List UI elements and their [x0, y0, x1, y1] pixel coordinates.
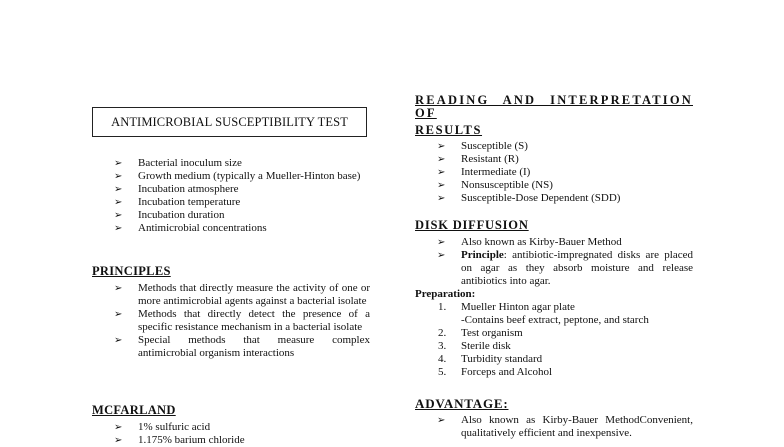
list-item: ➢ Susceptible-Dose Dependent (SDD)	[437, 192, 621, 204]
list-item: ➢ Principle: antibiotic-impregnated disks are placed on agar as they absorb moisture and release antibiotics into agar.	[437, 249, 693, 287]
list-item: ➢ Also known as Kirby-Bauer Method	[437, 236, 622, 248]
list-item: 3. Sterile disk	[438, 340, 511, 352]
arrowhead-bullet-icon: ➢	[114, 283, 123, 294]
factors-list	[92, 157, 370, 235]
arrowhead-bullet-icon: ➢	[114, 184, 123, 195]
list-item: ➢ Incubation temperature	[114, 196, 241, 208]
arrowhead-bullet-icon: ➢	[114, 422, 123, 433]
list-item: ➢ Nonsusceptible (NS)	[437, 179, 553, 191]
arrowhead-bullet-icon: ➢	[114, 171, 123, 182]
principles-list	[92, 282, 370, 360]
preparation-label: Preparation:	[415, 288, 476, 300]
list-item: ➢ Intermediate (I)	[437, 166, 531, 178]
list-item: ➢ Growth medium (typically a Mueller-Hinton base)	[114, 170, 361, 182]
advantage-heading: ADVANTAGE:	[415, 396, 509, 411]
arrowhead-bullet-icon: ➢	[114, 335, 123, 346]
disk-diffusion-heading: DISK DIFFUSION	[415, 218, 529, 232]
list-item: ➢ Methods that directly measure the activity of one or more antimicrobial agents against a bacterial isolate	[114, 282, 370, 307]
list-item: ➢ Incubation atmosphere	[114, 183, 239, 195]
list-item: 2. Test organism	[438, 327, 523, 339]
mcfarland-list	[92, 421, 370, 447]
advantage-section	[415, 397, 693, 440]
principle-label: Principle	[461, 249, 504, 261]
list-item: ➢ Antimicrobial concentrations	[114, 222, 267, 234]
disk-diffusion-section	[415, 219, 693, 379]
arrowhead-bullet-icon: ➢	[114, 223, 123, 234]
results-list	[415, 140, 693, 205]
arrowhead-bullet-icon: ➢	[437, 154, 446, 165]
arrowhead-bullet-icon: ➢	[437, 167, 446, 178]
arrowhead-bullet-icon: ➢	[114, 158, 123, 169]
arrowhead-bullet-icon: ➢	[437, 237, 446, 248]
principles-heading: PRINCIPLES	[92, 264, 171, 278]
list-item: 1. Mueller Hinton agar plate	[438, 301, 575, 313]
list-item: ➢ 1% sulfuric acid	[114, 421, 211, 433]
arrowhead-bullet-icon: ➢	[437, 193, 446, 204]
list-item: ➢ 1.175% barium chloride	[114, 434, 245, 446]
reading-heading-line2: RESULTS	[415, 123, 483, 137]
arrowhead-bullet-icon: ➢	[114, 309, 123, 320]
factors-list-container	[92, 157, 370, 235]
arrowhead-bullet-icon: ➢	[114, 210, 123, 221]
title-box	[92, 107, 367, 137]
reading-heading: READING AND INTERPRETATION OF	[415, 93, 693, 120]
list-item: ➢ Incubation duration	[114, 209, 225, 221]
arrowhead-bullet-icon: ➢	[114, 197, 123, 208]
arrowhead-bullet-icon: ➢	[437, 180, 446, 191]
list-item: ➢ Resistant (R)	[437, 153, 519, 165]
arrowhead-bullet-icon: ➢	[437, 415, 446, 426]
advantage-list	[415, 414, 693, 440]
document-title: ANTIMICROBIAL SUSCEPTIBILITY TEST	[111, 114, 348, 129]
list-item: 5. Forceps and Alcohol	[438, 366, 553, 378]
list-item: ➢ Methods that directly detect the presence of a specific resistance mechanism in a bacterial isolate	[114, 308, 370, 333]
reading-section	[415, 94, 693, 205]
arrowhead-bullet-icon: ➢	[114, 435, 123, 446]
arrowhead-bullet-icon: ➢	[437, 250, 446, 261]
list-item: ➢ Also known as Kirby-Bauer MethodConvenient, qualitatively efficient and inexpensive.	[437, 414, 693, 439]
list-item: ➢ Special methods that measure complex antimicrobial organism interactions	[114, 334, 370, 359]
principles-section	[92, 265, 370, 360]
disk-list	[415, 236, 693, 288]
list-item: ➢ Bacterial inoculum size	[114, 157, 242, 169]
preparation-steps	[415, 301, 693, 379]
list-item: ➢ Susceptible (S)	[437, 140, 528, 152]
arrowhead-bullet-icon: ➢	[437, 141, 446, 152]
mcfarland-heading: MCFARLAND	[92, 403, 176, 417]
step-subnote: -Contains beef extract, peptone, and starch	[461, 314, 649, 326]
list-item: 4. Turbidity standard	[438, 353, 543, 365]
